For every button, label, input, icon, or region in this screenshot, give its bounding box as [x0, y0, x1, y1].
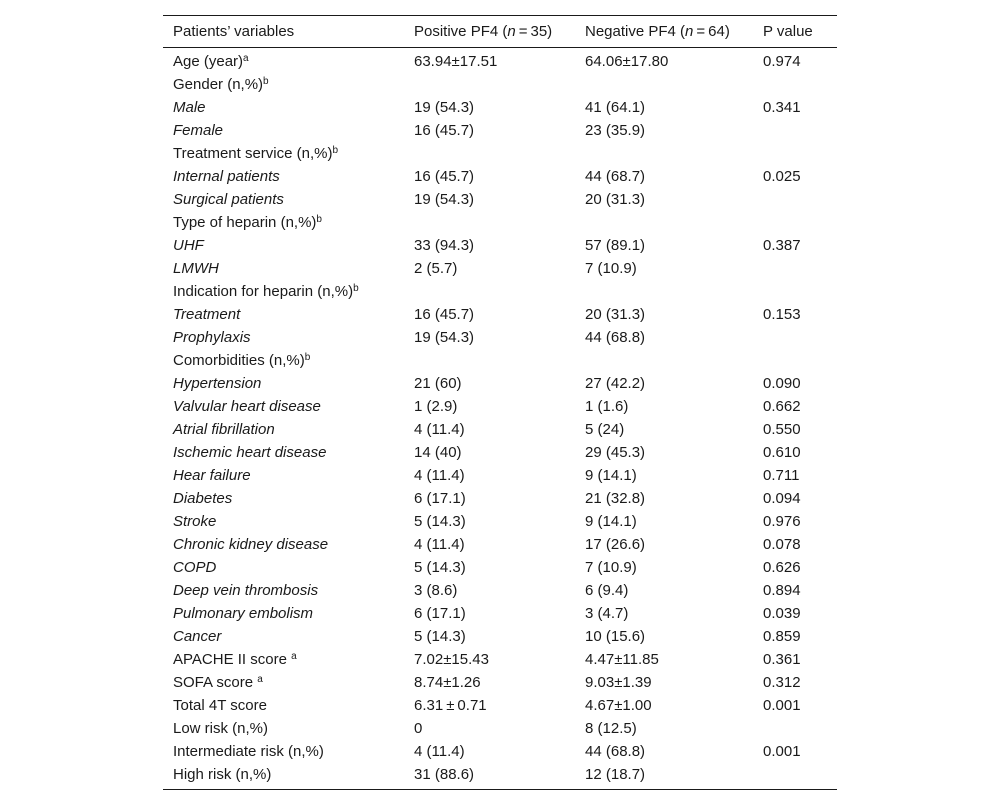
- table-row: [163, 188, 837, 211]
- variable-label-cell: [163, 142, 404, 165]
- p-value: 0.361: [763, 651, 801, 668]
- p-value: [753, 280, 837, 303]
- table-row: [163, 349, 837, 372]
- positive-pf4-value: 4 (11.4): [414, 421, 465, 438]
- p-value: [753, 188, 837, 211]
- variable-label: Female: [173, 122, 224, 139]
- p-value: [753, 119, 837, 142]
- negative-pf4-value: 12 (18.7): [585, 766, 646, 783]
- variable-label-cell: [163, 303, 404, 326]
- p-value: [753, 717, 837, 740]
- p-value: 0.662: [763, 398, 801, 415]
- variable-label: LMWH: [173, 260, 219, 277]
- table-header: [163, 16, 837, 48]
- positive-pf4-value: 63.94±17.51: [414, 53, 498, 70]
- table-row: [163, 96, 837, 119]
- table-row: [163, 280, 837, 303]
- negative-pf4-value: 5 (24): [585, 421, 625, 438]
- variable-label-cell: [163, 740, 404, 763]
- negative-pf4-value: 57 (89.1): [585, 237, 646, 254]
- variable-label: Treatment: [173, 306, 241, 323]
- negative-pf4-value: [575, 142, 753, 165]
- p-value: [753, 211, 837, 234]
- positive-pf4-value: 5 (14.3): [414, 559, 466, 576]
- negative-pf4-value: 21 (32.8): [585, 490, 646, 507]
- variable-label: COPD: [173, 559, 217, 576]
- footnote-marker: b: [332, 145, 339, 156]
- positive-pf4-value: 6 (17.1): [414, 490, 466, 507]
- variable-label: Deep vein thrombosis: [173, 582, 319, 599]
- p-value: 0.626: [763, 559, 801, 576]
- table-row: [163, 671, 837, 694]
- p-value: 0.078: [763, 536, 801, 553]
- p-value: 0.859: [763, 628, 801, 645]
- variable-label-cell: [163, 418, 404, 441]
- table-row: [163, 303, 837, 326]
- footnote-marker: b: [316, 214, 322, 225]
- variable-label-cell: [163, 165, 404, 188]
- header-positive-prefix: Positive PF4 (: [414, 23, 508, 40]
- positive-pf4-value: 6 (17.1): [414, 605, 466, 622]
- table-row: [163, 510, 837, 533]
- positive-pf4-value: 6.31 ± 0.71: [414, 697, 487, 714]
- patient-variables-table: [163, 15, 837, 790]
- header-positive-n: n: [507, 23, 516, 40]
- footnote-marker: b: [263, 76, 269, 87]
- variable-label: Internal patients: [173, 168, 280, 185]
- variable-label-cell: [163, 717, 404, 740]
- variable-label-cell: [163, 510, 404, 533]
- table-row: [163, 119, 837, 142]
- variable-label: Prophylaxis: [173, 329, 251, 346]
- p-value: 0.094: [763, 490, 801, 507]
- header-negative-pf4: [575, 16, 753, 48]
- variable-label-cell: [163, 487, 404, 510]
- p-value: 0.894: [763, 582, 801, 599]
- positive-pf4-value: 16 (45.7): [414, 306, 475, 323]
- variable-label-cell: [163, 211, 404, 234]
- header-row: [163, 16, 837, 48]
- table-row: [163, 694, 837, 717]
- variable-label-cell: [163, 464, 404, 487]
- variable-label-cell: [163, 48, 404, 74]
- negative-pf4-value: 23 (35.9): [585, 122, 646, 139]
- variable-label-cell: [163, 257, 404, 280]
- variable-label: Stroke: [173, 513, 217, 530]
- positive-pf4-value: [404, 280, 575, 303]
- variable-label: Chronic kidney disease: [173, 536, 329, 553]
- positive-pf4-value: [404, 142, 575, 165]
- table-row: [163, 717, 837, 740]
- p-value: [753, 142, 837, 165]
- header-patients-variables: Patients’ variables: [173, 23, 295, 40]
- positive-pf4-value: 8.74±1.26: [414, 674, 481, 691]
- negative-pf4-value: 1 (1.6): [585, 398, 629, 415]
- table-row: [163, 372, 837, 395]
- negative-pf4-value: 44 (68.7): [585, 168, 646, 185]
- positive-pf4-value: 0: [414, 720, 423, 737]
- table-row: [163, 211, 837, 234]
- variable-label-cell: [163, 119, 404, 142]
- variable-label: Age (year): [173, 53, 244, 70]
- header-p-value: P value: [763, 23, 813, 40]
- footnote-marker: a: [257, 674, 263, 685]
- p-value: 0.387: [763, 237, 801, 254]
- variable-label: Low risk (n,%): [173, 720, 269, 737]
- positive-pf4-value: 16 (45.7): [414, 122, 475, 139]
- negative-pf4-value: 8 (12.5): [585, 720, 637, 737]
- variable-label: Gender (n,%): [173, 76, 264, 93]
- variable-label-cell: [163, 96, 404, 119]
- positive-pf4-value: 14 (40): [414, 444, 462, 461]
- footnote-marker: b: [353, 283, 359, 294]
- variable-label-cell: [163, 763, 404, 790]
- table-row: [163, 441, 837, 464]
- table-row: [163, 579, 837, 602]
- positive-pf4-value: 7.02±15.43: [414, 651, 489, 668]
- table-row: [163, 533, 837, 556]
- positive-pf4-value: [404, 211, 575, 234]
- positive-pf4-value: [404, 73, 575, 96]
- variable-label-cell: [163, 395, 404, 418]
- positive-pf4-value: 1 (2.9): [414, 398, 458, 415]
- variable-label-cell: [163, 579, 404, 602]
- patient-variables-table-container: [163, 15, 837, 790]
- negative-pf4-value: 27 (42.2): [585, 375, 646, 392]
- p-value: 0.341: [763, 99, 801, 116]
- p-value: [753, 326, 837, 349]
- variable-label: Type of heparin (n,%): [173, 214, 317, 231]
- negative-pf4-value: 29 (45.3): [585, 444, 646, 461]
- header-negative-prefix: Negative PF4 (: [585, 23, 686, 40]
- p-value: 0.001: [763, 743, 801, 760]
- negative-pf4-value: 44 (68.8): [585, 743, 646, 760]
- table-row: [163, 257, 837, 280]
- variable-label-cell: [163, 326, 404, 349]
- positive-pf4-value: 31 (88.6): [414, 766, 475, 783]
- positive-pf4-value: 33 (94.3): [414, 237, 475, 254]
- p-value: 0.039: [763, 605, 801, 622]
- variable-label: Treatment service (n,%): [173, 145, 333, 162]
- variable-label: Diabetes: [173, 490, 233, 507]
- negative-pf4-value: 64.06±17.80: [585, 53, 669, 70]
- table-row: [163, 165, 837, 188]
- table-body: [163, 48, 837, 790]
- p-value: 0.711: [763, 467, 800, 484]
- variable-label: Hear failure: [173, 467, 251, 484]
- table-row: [163, 234, 837, 257]
- positive-pf4-value: 2 (5.7): [414, 260, 458, 277]
- variable-label-cell: [163, 234, 404, 257]
- negative-pf4-value: 10 (15.6): [585, 628, 646, 645]
- variable-label: Male: [173, 99, 206, 116]
- table-row: [163, 648, 837, 671]
- p-value: 0.610: [763, 444, 801, 461]
- variable-label-cell: [163, 280, 404, 303]
- variable-label-cell: [163, 625, 404, 648]
- variable-label-cell: [163, 671, 404, 694]
- positive-pf4-value: 5 (14.3): [414, 513, 466, 530]
- negative-pf4-value: [575, 280, 753, 303]
- variable-label: Cancer: [173, 628, 222, 645]
- table-row: [163, 48, 837, 74]
- variable-label: Valvular heart disease: [173, 398, 321, 415]
- header-negative-n: n: [685, 23, 694, 40]
- negative-pf4-value: 7 (10.9): [585, 559, 637, 576]
- negative-pf4-value: 20 (31.3): [585, 191, 646, 208]
- positive-pf4-value: 4 (11.4): [414, 743, 465, 760]
- variable-label: Intermediate risk (n,%): [173, 743, 324, 760]
- variable-label-cell: [163, 441, 404, 464]
- positive-pf4-value: 16 (45.7): [414, 168, 475, 185]
- table-row: [163, 487, 837, 510]
- positive-pf4-value: 19 (54.3): [414, 329, 475, 346]
- header-positive-pf4: [404, 16, 575, 48]
- p-value: [753, 763, 837, 790]
- header-positive-suffix: = 35): [515, 23, 553, 40]
- p-value: 0.153: [763, 306, 801, 323]
- negative-pf4-value: 4.67±1.00: [585, 697, 652, 714]
- negative-pf4-value: [575, 211, 753, 234]
- variable-label-cell: [163, 602, 404, 625]
- positive-pf4-value: [404, 349, 575, 372]
- variable-label-cell: [163, 372, 404, 395]
- table-row: [163, 418, 837, 441]
- p-value: 0.001: [763, 697, 801, 714]
- variable-label: Ischemic heart disease: [173, 444, 327, 461]
- negative-pf4-value: 6 (9.4): [585, 582, 629, 599]
- positive-pf4-value: 21 (60): [414, 375, 462, 392]
- variable-label: Atrial fibrillation: [173, 421, 275, 438]
- negative-pf4-value: 44 (68.8): [585, 329, 646, 346]
- p-value: 0.025: [763, 168, 801, 185]
- negative-pf4-value: 17 (26.6): [585, 536, 646, 553]
- variable-label: Indication for heparin (n,%): [173, 283, 354, 300]
- table-row: [163, 556, 837, 579]
- variable-label-cell: [163, 648, 404, 671]
- table-row: [163, 602, 837, 625]
- variable-label: Comorbidities (n,%): [173, 352, 305, 369]
- variable-label: APACHE II score: [173, 651, 292, 668]
- table-row: [163, 763, 837, 790]
- p-value: 0.090: [763, 375, 801, 392]
- table-row: [163, 464, 837, 487]
- footnote-marker: a: [291, 651, 297, 662]
- footnote-marker: b: [304, 352, 311, 363]
- negative-pf4-value: [575, 73, 753, 96]
- positive-pf4-value: 5 (14.3): [414, 628, 466, 645]
- p-value: 0.974: [763, 53, 801, 70]
- p-value: 0.312: [763, 674, 801, 691]
- negative-pf4-value: 9 (14.1): [585, 513, 637, 530]
- positive-pf4-value: 19 (54.3): [414, 99, 475, 116]
- p-value: 0.550: [763, 421, 801, 438]
- table-row: [163, 142, 837, 165]
- table-row: [163, 625, 837, 648]
- variable-label-cell: [163, 533, 404, 556]
- negative-pf4-value: 9.03±1.39: [585, 674, 652, 691]
- p-value: [753, 257, 837, 280]
- footnote-marker: a: [243, 53, 249, 64]
- p-value: [753, 349, 837, 372]
- variable-label-cell: [163, 188, 404, 211]
- variable-label: SOFA score: [173, 674, 258, 691]
- table-row: [163, 395, 837, 418]
- positive-pf4-value: 4 (11.4): [414, 536, 465, 553]
- positive-pf4-value: 19 (54.3): [414, 191, 475, 208]
- variable-label: Surgical patients: [173, 191, 284, 208]
- negative-pf4-value: 41 (64.1): [585, 99, 646, 116]
- variable-label-cell: [163, 349, 404, 372]
- variable-label: High risk (n,%): [173, 766, 272, 783]
- negative-pf4-value: 9 (14.1): [585, 467, 637, 484]
- variable-label: Total 4T score: [173, 697, 267, 714]
- table-row: [163, 73, 837, 96]
- negative-pf4-value: 7 (10.9): [585, 260, 637, 277]
- variable-label-cell: [163, 556, 404, 579]
- negative-pf4-value: 20 (31.3): [585, 306, 646, 323]
- positive-pf4-value: 4 (11.4): [414, 467, 465, 484]
- header-negative-suffix: = 64): [693, 23, 730, 40]
- negative-pf4-value: 4.47±11.85: [585, 651, 659, 668]
- variable-label: Hypertension: [173, 375, 262, 392]
- variable-label: Pulmonary embolism: [173, 605, 314, 622]
- negative-pf4-value: [575, 349, 753, 372]
- p-value: 0.976: [763, 513, 801, 530]
- table-row: [163, 740, 837, 763]
- positive-pf4-value: 3 (8.6): [414, 582, 458, 599]
- negative-pf4-value: 3 (4.7): [585, 605, 629, 622]
- variable-label-cell: [163, 694, 404, 717]
- p-value: [753, 73, 837, 96]
- variable-label: UHF: [173, 237, 204, 254]
- table-row: [163, 326, 837, 349]
- variable-label-cell: [163, 73, 404, 96]
